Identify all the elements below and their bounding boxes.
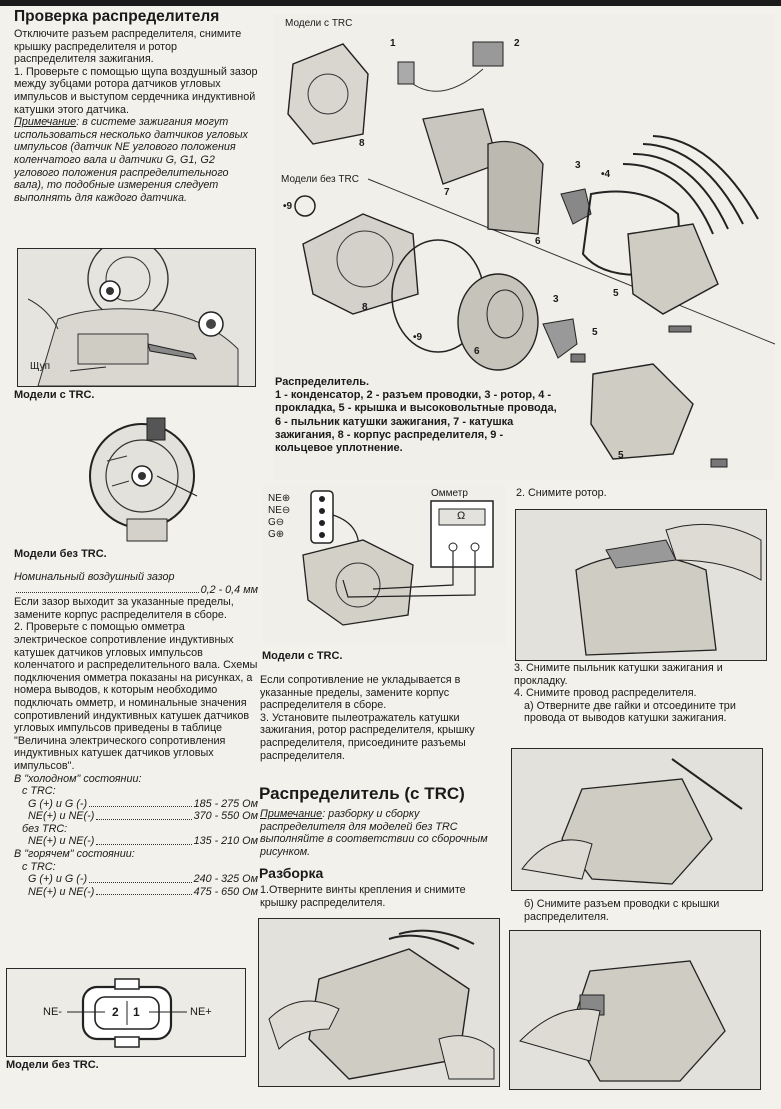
left-text-block-1 <box>14 28 258 204</box>
right-step4a: а) Отверните две гайки и отсоедините три провода от выводов катушки зажигания. <box>524 699 736 725</box>
right-step4: 4. Снимите провод распределителя. <box>514 687 697 700</box>
callout-6-lower: 6 <box>474 346 480 357</box>
fig2-caption: Модели без TRC. <box>14 548 107 560</box>
callout-3-lower: 3 <box>553 294 559 305</box>
fail-paragraph: Если сопротивление не укладывается в указанные пределы, замените корпус распределителя в сборе. <box>260 674 461 712</box>
step3-paragraph: 3. Установите пылеотражатель катушки зажигания, ротор распределителя, крышку распределителя, присоедините разъемы распределителя. <box>260 711 475 762</box>
callout-3-upper: 3 <box>575 160 581 171</box>
section-title-distributor-trc: Распределитель (с TRC) <box>259 784 465 803</box>
cold-row-g-name: G (+) и G (-) <box>28 797 88 810</box>
ohm-symbol: Ω <box>457 510 466 522</box>
fig3-caption: Модели без TRC. <box>6 1059 99 1071</box>
callout-8-upper: 8 <box>359 138 365 149</box>
distributor-feeler-illustration <box>18 249 255 386</box>
cold-row-g <box>14 798 258 811</box>
left-text-block-2 <box>14 571 258 898</box>
label-without-trc: Модели без TRC <box>281 174 359 185</box>
exploded-caption <box>275 376 560 455</box>
hot-row-g <box>14 873 258 886</box>
section-title-check: Проверка распределителя <box>14 8 220 25</box>
gap-label: Номинальный воздушный зазор <box>14 571 175 583</box>
gap-value: 0,2 - 0,4 мм <box>200 583 258 596</box>
note-label: Примечание <box>14 116 77 129</box>
remove-cap-illustration <box>259 919 499 1086</box>
figure-feeler-gauge-trc <box>17 248 256 387</box>
figure-distributor-no-trc <box>17 406 254 545</box>
figure-remove-cap <box>258 918 500 1087</box>
step2-paragraph: 2. Проверьте с помощью омметра электрическое сопротивление индуктивных катушек датчиков угловых импульсов коленчатого и распределительного вала. Схемы подключения омметра показаны на рисунках, а номера выводов, к которым необходимо подключать омметр, и номинальные значения сопротивлений индуктивных катушек датчиков угловых импульсов приведены в таблице "Величина электрического сопротивления индуктивных катушек датчиков угловых импульсов". <box>14 621 258 772</box>
cold-row-ne-no-trc <box>14 835 258 848</box>
exploded-caption-title: Распределитель. <box>275 376 370 388</box>
dis-step1-text: 1.Отверните винты крепления и снимите крышку распределителя. <box>260 884 466 909</box>
remove-coil-wires-illustration <box>512 749 762 890</box>
connector-pin-2: 2 <box>112 1005 119 1019</box>
mid-note <box>260 808 502 858</box>
cold-row-ne-no-trc-value: 135 - 210 Ом <box>193 835 258 848</box>
distributor-top-view-illustration <box>17 406 254 545</box>
callout-5-upper: 5 <box>613 288 619 299</box>
ohm-pin-labels <box>268 493 290 541</box>
ohmmeter-connection-illustration <box>263 485 506 645</box>
figure-remove-rotor <box>515 509 767 661</box>
hot-row-ne-name: NE(+) и NE(-) <box>28 885 95 898</box>
callout-4: •4 <box>601 169 611 180</box>
callout-9-small: •9 <box>283 201 293 212</box>
cold-row-ne-name: NE(+) и NE(-) <box>28 810 95 823</box>
pin-ne-plus: NE⊕ <box>268 493 291 504</box>
cold-without-trc-label: без TRC: <box>22 822 68 835</box>
callout-9-large: •9 <box>413 332 423 343</box>
figure-remove-connector <box>509 930 761 1090</box>
running-header-bar <box>0 0 781 6</box>
cold-with-trc-label: с TRC: <box>22 785 56 798</box>
gap-spec-row <box>14 584 258 597</box>
pin-g-plus: G⊕ <box>268 529 285 540</box>
right-step4b <box>524 898 764 923</box>
cold-row-ne-value: 370 - 550 Ом <box>193 810 258 823</box>
dis-step1 <box>260 884 502 909</box>
callout-5-cap: 5 <box>618 450 624 461</box>
cold-row-ne <box>14 810 258 823</box>
callout-2: 2 <box>514 38 520 49</box>
connector-ne-plus: NE+ <box>190 1006 212 1018</box>
ohmmeter-label: Омметр <box>431 488 468 499</box>
remove-rotor-illustration <box>516 510 766 660</box>
probe-label: Щуп <box>30 361 51 372</box>
figure-remove-coil-wires <box>511 748 763 891</box>
step1-paragraph: 1. Проверьте с помощью щупа воздушный зазор между зубцами ротора датчиков угловых импульсов и выступом сердечника индуктивной катушки этого датчика. <box>14 65 258 116</box>
callout-1: 1 <box>390 38 396 49</box>
gap-note: Если зазор выходит за указанные пределы, замените корпус распределителя в сборе. <box>14 596 234 621</box>
hot-row-g-value: 240 - 325 Ом <box>193 873 258 886</box>
hot-row-ne-value: 475 - 650 Ом <box>193 885 258 898</box>
remove-connector-illustration <box>510 931 760 1089</box>
right-text-block <box>514 662 766 725</box>
callout-7: 7 <box>444 187 450 198</box>
hot-label: В "горячем" состоянии: <box>14 848 135 861</box>
right-step3: 3. Снимите пыльник катушки зажигания и прокладку. <box>514 662 723 687</box>
label-with-trc: Модели с TRC <box>285 18 353 29</box>
hot-with-trc-label: с TRC: <box>22 860 56 873</box>
connector-ne-minus: NE- <box>43 1006 62 1018</box>
figure-ohmmeter-trc <box>263 485 506 645</box>
hot-row-ne <box>14 886 258 899</box>
mid-note-label: Примечание <box>260 808 323 820</box>
hot-row-g-name: G (+) и G (-) <box>28 873 88 886</box>
subsection-disassembly: Разборка <box>259 865 324 881</box>
callout-5-lower: 5 <box>592 327 598 338</box>
intro-paragraph: Отключите разъем распределителя, снимите крышку распределителя и ротор распределителя зажигания. <box>14 28 242 66</box>
pin-ne-minus: NE⊖ <box>268 505 291 516</box>
pin-g-minus: G⊖ <box>268 517 285 528</box>
cold-row-ne-no-trc-name: NE(+) и NE(-) <box>28 835 95 848</box>
cold-row-g-value: 185 - 275 Ом <box>193 797 258 810</box>
exploded-caption-text: 1 - конденсатор, 2 - разъем проводки, 3 - ротор, 4 - прокладка, 5 - крышка и высоковольтные провода, 6 - пыльник катушки зажигания, 7 - катушка зажигания, 8 - корпус распределителя, 9 - кольцевое уплотнение. <box>275 389 557 455</box>
callout-8-lower: 8 <box>362 302 368 313</box>
mid-note-text: : разборку и сборку распределителя для моделей без TRC выполняйте в соответствии со сборочным рисунком. <box>260 808 488 858</box>
right-step2 <box>516 487 766 500</box>
note-text: : в системе зажигания могут использоваться несколько датчиков угловых импульсов (датчик NE углового положения коленчатого вала и датчики G, G1, G2 углового положения распределительного вала), то подобные измерения следует выполнять для каждого датчика. <box>14 116 248 204</box>
ohm-caption: Модели с TRC. <box>262 650 343 662</box>
cold-label: В "холодном" состоянии: <box>14 772 142 785</box>
mid-text-block <box>260 674 502 762</box>
right-step2-text: 2. Снимите ротор. <box>516 487 607 499</box>
connector-pin-1: 1 <box>133 1005 140 1019</box>
note-paragraph <box>14 116 258 204</box>
callout-6-upper: 6 <box>535 236 541 247</box>
fig1-caption: Модели с TRC. <box>14 389 95 401</box>
right-step4b-text: б) Снимите разъем проводки с крышки распределителя. <box>524 898 720 923</box>
figure-connector-no-trc <box>6 968 246 1057</box>
